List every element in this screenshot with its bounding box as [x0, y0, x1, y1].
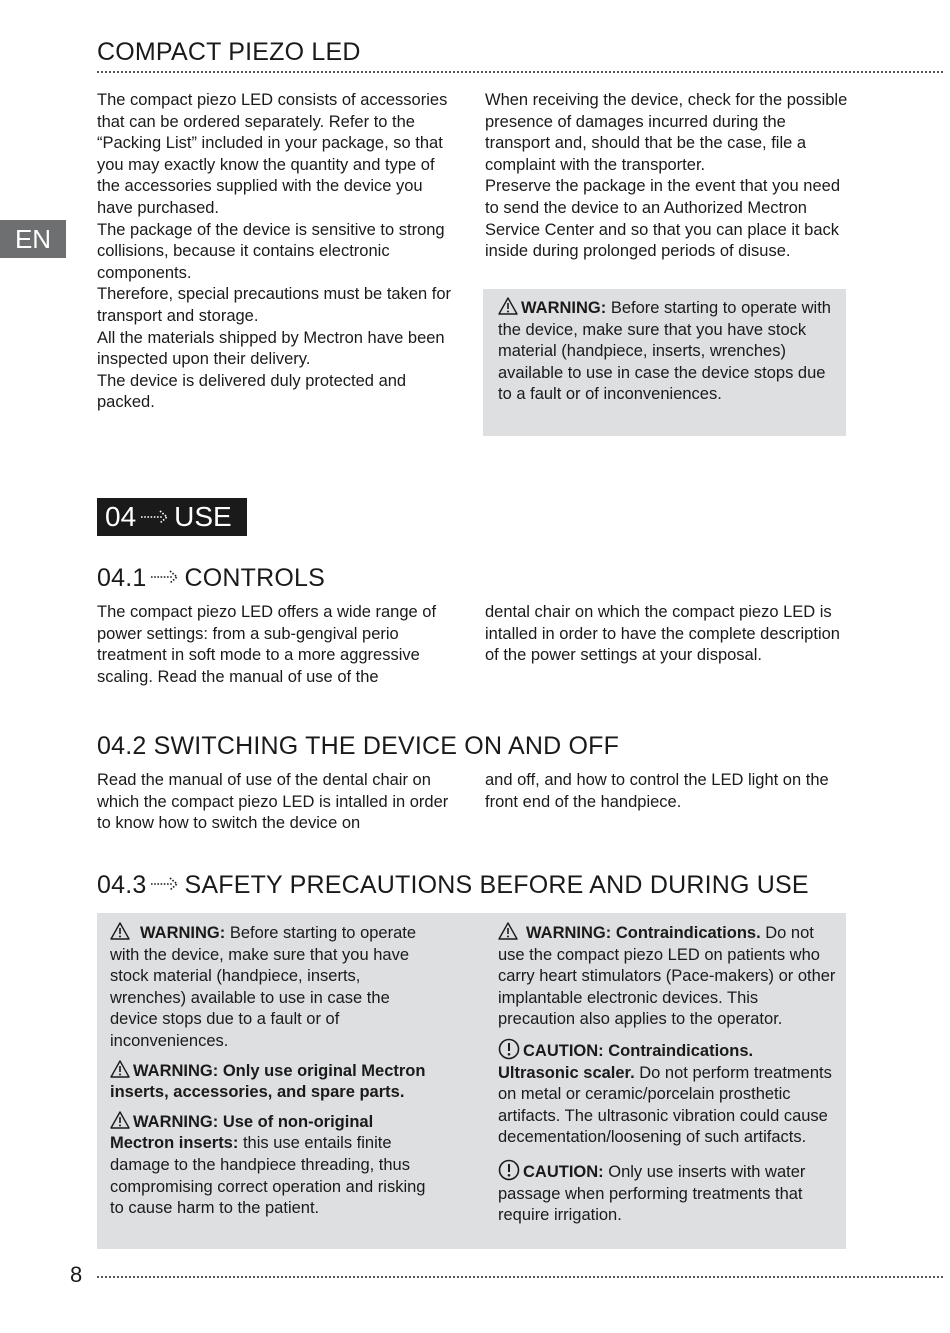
warning-label: WARNING: Contraindications. — [526, 924, 761, 942]
arrow-icon — [150, 569, 180, 585]
warning-icon — [110, 1111, 130, 1129]
page-title: COMPACT PIEZO LED — [97, 38, 361, 66]
intro-left-paragraph: The device is delivered duly protected and packed. — [97, 371, 407, 412]
warning-icon — [498, 922, 518, 940]
intro-right-paragraph: When receiving the device, check for the possible presence of damages incurred during the transport and, should that be the case, file a complaint with the transporter. — [485, 91, 848, 174]
footer-divider — [97, 1276, 943, 1278]
controls-right-text: dental chair on which the compact piezo LED is intalled in order to have the complete description of the power settings at your disposal. — [485, 603, 840, 665]
caution-label: CAUTION: Contraindications. Ultrasonic scaler. — [498, 1041, 754, 1082]
subsection-number: 04.1 — [97, 564, 147, 592]
intro-left-paragraph: The package of the device is sensitive to strong collisions, because it contains electronic components. — [97, 220, 445, 282]
intro-warning-box — [483, 289, 846, 436]
warning-label: WARNING: — [521, 299, 607, 317]
intro-left-paragraph: All the materials shipped by Mectron have been inspected upon their delivery. — [97, 328, 445, 369]
language-tab: EN — [0, 220, 66, 258]
warning-label: WARNING: Only use original Mectron inserts, accessories, and spare parts. — [110, 1061, 426, 1102]
warning-text: Before starting to operate with the device, make sure that you have stock material (handpiece, inserts, wrenches) available to use in case the device stops due to a fault or of inconveniences. — [110, 924, 417, 1050]
controls-left-text: The compact piezo LED offers a wide range of power settings: from a sub-gengival perio treatment in soft mode to a more aggressive scaling. Read the manual of use of the — [97, 603, 437, 686]
switching-left-text: Read the manual of use of the dental chair on which the compact piezo LED is intalled in order to know how to switch the device on — [97, 771, 449, 833]
warning-text: Do not use the compact piezo LED on patients who carry heart stimulators (Pace-makers) or other implantable electronic devices. This precaution also applies to the operator. — [498, 924, 836, 1029]
safety-right-column — [498, 922, 838, 1227]
warning-text: this use entails finite damage to the handpiece threading, thus compromising correct operation and risking to cause harm to the patient. — [110, 1134, 426, 1218]
warning-item — [498, 922, 838, 1031]
section-number: 04 — [105, 501, 137, 532]
subsection-heading-switching: 04.2 SWITCHING THE DEVICE ON AND OFF — [97, 732, 620, 760]
intro-left-paragraph: Therefore, special precautions must be taken for transport and storage. — [97, 285, 452, 325]
subsection-title: CONTROLS — [184, 564, 325, 592]
caution-item — [498, 1038, 838, 1149]
warning-text: Before starting to operate with the device, make sure that you have stock material (handpiece, inserts, wrenches) available to use in case the device stops due to a fault or of inconveniences. — [498, 299, 831, 404]
intro-right-column — [485, 90, 850, 263]
warning-item — [110, 922, 440, 1053]
warning-icon — [498, 297, 518, 315]
subsection-heading-safety — [97, 871, 809, 900]
arrow-icon — [150, 876, 180, 892]
warning-icon — [110, 1060, 130, 1078]
intro-right-paragraph: Preserve the package in the event that you need to send the device to an Authorized Mectron Service Center and so that you can place it back inside during prolonged periods of disuse. — [485, 177, 840, 261]
subsection-heading-controls — [97, 564, 325, 593]
caution-icon — [498, 1159, 520, 1181]
title-divider — [97, 71, 943, 73]
section-heading-use — [97, 498, 247, 536]
intro-left-column — [97, 90, 462, 414]
subsection-number: 04.3 — [97, 871, 147, 899]
switching-right-text: and off, and how to control the LED light on the front end of the handpiece. — [485, 771, 829, 811]
warning-icon — [110, 922, 130, 940]
safety-left-column — [110, 922, 440, 1220]
intro-left-paragraph: The compact piezo LED consists of accessories that can be ordered separately. Refer to the “Packing List” included in your package, so that you may exactly know the quantity and type of the accessories supplied with the device you have purchased. — [97, 91, 448, 217]
warning-label: WARNING: Use of non-original Mectron inserts: — [110, 1112, 374, 1153]
caution-label: CAUTION: — [523, 1162, 604, 1181]
warning-item — [110, 1111, 440, 1220]
subsection-title: SAFETY PRECAUTIONS BEFORE AND DURING USE — [184, 871, 809, 899]
arrow-icon — [140, 509, 170, 525]
page-number: 8 — [70, 1262, 83, 1287]
caution-item — [498, 1159, 838, 1227]
caution-text: Do not perform treatments on metal or ceramic/porcelain prosthetic artifacts. The ultrasonic vibration could cause decementation/loosening of such artifacts. — [498, 1063, 832, 1147]
warning-item — [110, 1060, 440, 1104]
caution-text: Only use inserts with water passage when performing treatments that require irrigation. — [498, 1162, 806, 1225]
section-title: USE — [174, 501, 232, 532]
warning-label: WARNING: — [140, 924, 226, 942]
caution-icon — [498, 1038, 520, 1060]
